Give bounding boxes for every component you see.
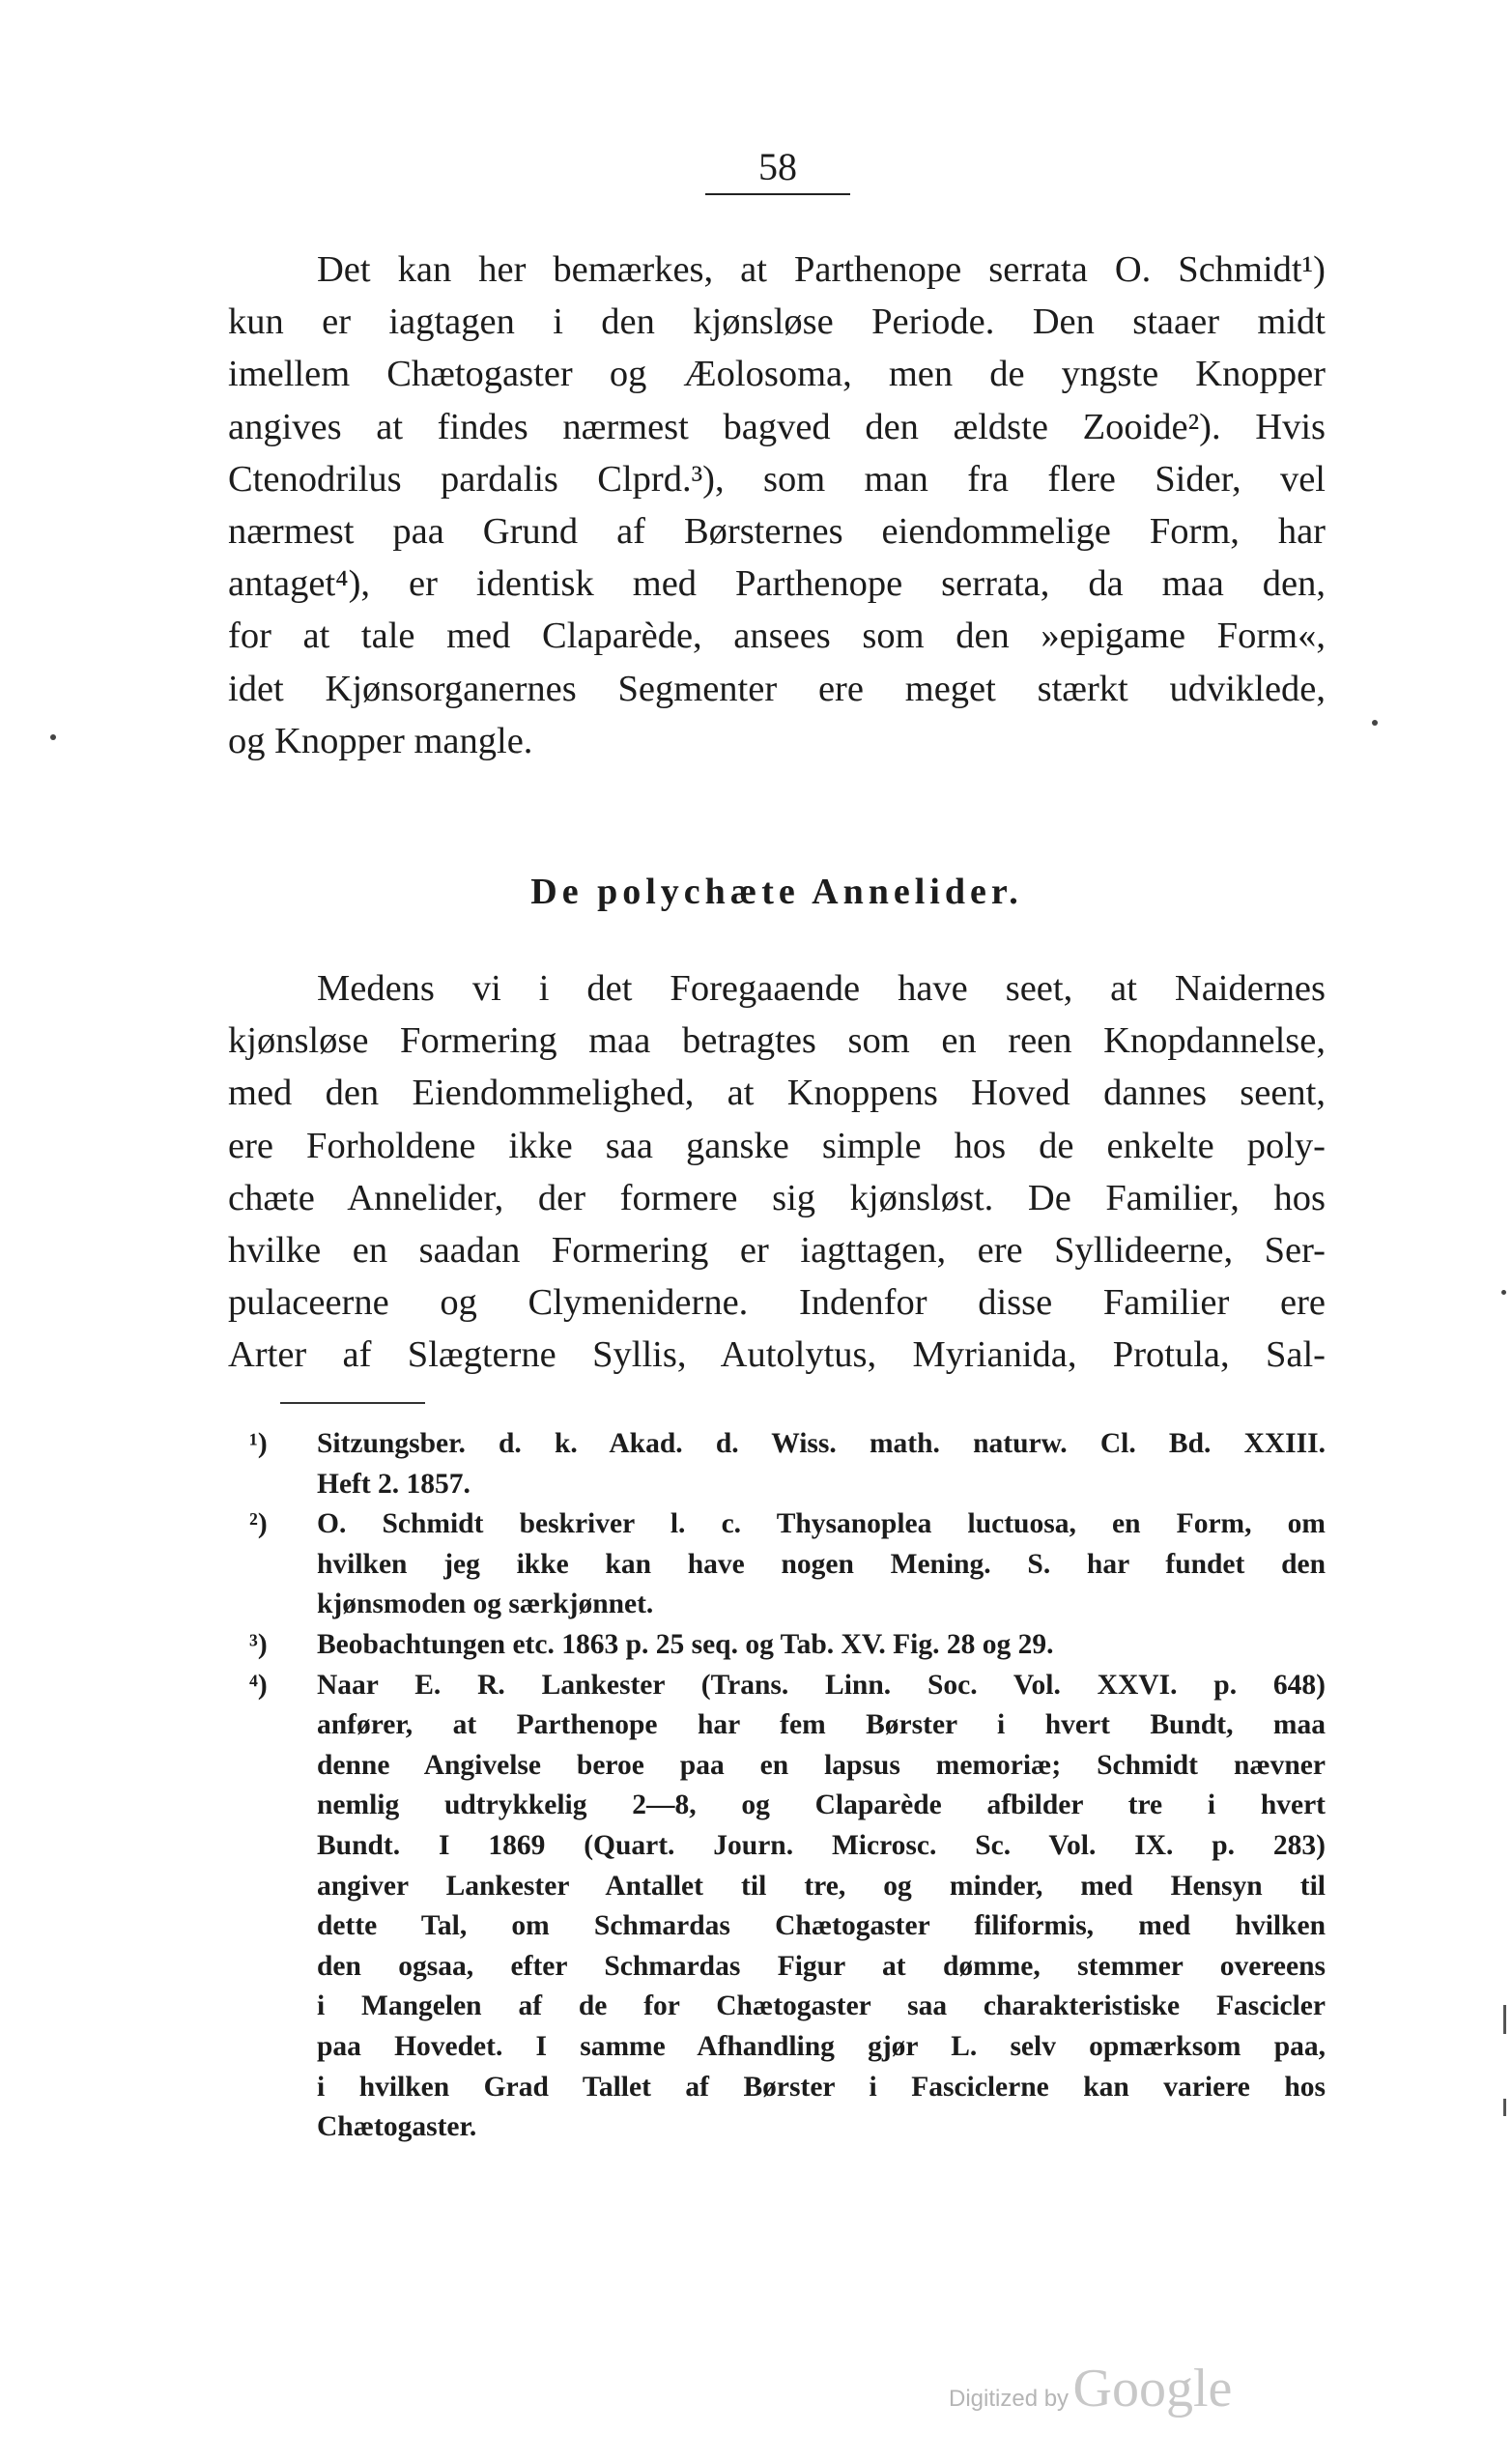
digitized-by-google-watermark: [949, 2358, 1232, 2419]
margin-mark: [1503, 2005, 1506, 2034]
page-number: 58: [705, 145, 850, 195]
section-heading: De polychæte Annelider.: [530, 872, 1023, 912]
margin-mark: [1503, 2099, 1506, 2116]
footnote-line: Beobachtungen etc. 1863 p. 25 seq. og Tab. XV. Fig. 28 og 29.: [317, 1628, 1054, 1660]
text-line: imellem Chætogaster og Æolosoma, men de yngste Knopper: [228, 354, 1326, 395]
text-line: pulaceerne og Clymeniderne. Indenfor disse Familier ere: [228, 1282, 1326, 1324]
text-line: Medens vi i det Foregaaende have seet, at Naidernes: [317, 968, 1326, 1009]
text-line: nærmest paa Grund af Børsternes eiendommelige Form, har: [228, 511, 1326, 553]
footnote-line: i hvilken Grad Tallet af Børster i Fasciclerne kan variere hos: [317, 2071, 1326, 2103]
footnote-marker: ¹): [249, 1428, 268, 1459]
text-line: idet Kjønsorganernes Segmenter ere meget stærkt udviklede,: [228, 668, 1326, 709]
footnote-4: [249, 1666, 1326, 2148]
text-line: angives at findes nærmest bagved den ældste Zooide²). Hvis: [228, 406, 1326, 447]
text-line: for at tale med Claparède, ansees som den »epigame Form«,: [228, 616, 1326, 657]
ink-speck: [50, 734, 56, 740]
footnote-line: dette Tal, om Schmardas Chætogaster filiformis, med hvilken: [317, 1910, 1326, 1942]
text-line: chæte Annelider, der formere sig kjønsløst. De Familier, hos: [228, 1177, 1326, 1218]
footnote-separator: [280, 1402, 425, 1404]
footnote-2: [249, 1504, 1326, 1625]
text-line: antaget⁴), er identisk med Parthenope serrata, da maa den,: [228, 563, 1326, 605]
text-line: med den Eiendommelighed, at Knoppens Hoved dannes seent,: [228, 1073, 1326, 1114]
footnotes: [249, 1424, 1326, 2148]
footnote-line: Bundt. I 1869 (Quart. Journ. Microsc. Sc. Vol. IX. p. 283): [317, 1829, 1326, 1861]
footnote-line: denne Angivelse beroe paa en lapsus memoriæ; Schmidt nævner: [317, 1749, 1326, 1781]
footnote-line: Naar E. R. Lankester (Trans. Linn. Soc. Vol. XXVI. p. 648): [317, 1669, 1326, 1701]
footnote-line: kjønsmoden og særkjønnet.: [317, 1589, 654, 1620]
google-logo: Google: [1072, 2359, 1233, 2419]
footnote-line: Heft 2. 1857.: [317, 1468, 471, 1500]
text-line: Arter af Slægterne Syllis, Autolytus, Myrianida, Protula, Sal-: [228, 1334, 1326, 1376]
footnote-line: den ogsaa, efter Schmardas Figur at dømme, stemmer overeens: [317, 1950, 1326, 1982]
text-line: kjønsløse Formering maa betragtes som en reen Knopdannelse,: [228, 1020, 1326, 1062]
footnote-line: Sitzungsber. d. k. Akad. d. Wiss. math. naturw. Cl. Bd. XXIII.: [317, 1428, 1326, 1459]
text-line: hvilke en saadan Formering er iagttagen, ere Syllideerne, Ser-: [228, 1230, 1326, 1272]
paragraph-2: [228, 962, 1326, 1382]
footnote-marker: ²): [249, 1508, 268, 1540]
footnote-line: Chætogaster.: [317, 2111, 477, 2143]
footnote-marker: ⁴): [249, 1669, 268, 1701]
watermark-prefix: Digitized by: [949, 2386, 1070, 2412]
paragraph-1: [228, 243, 1326, 767]
text-line: Det kan her bemærkes, at Parthenope serrata O. Schmidt¹): [317, 249, 1326, 290]
text-line: ere Forholdene ikke saa ganske simple hos de enkelte poly-: [228, 1125, 1326, 1166]
text-line: kun er iagtagen i den kjønsløse Periode. Den staaer midt: [228, 301, 1326, 343]
ink-speck: [1501, 1290, 1506, 1295]
text-line: Ctenodrilus pardalis Clprd.³), som man fra flere Sider, vel: [228, 458, 1326, 500]
footnote-marker: ³): [249, 1628, 268, 1660]
footnote-line: angiver Lankester Antallet til tre, og minder, med Hensyn til: [317, 1870, 1326, 1902]
footnote-line: nemlig udtrykkelig 2—8, og Claparède afbilder tre i hvert: [317, 1789, 1326, 1821]
ink-speck: [1372, 720, 1378, 726]
footnote-line: O. Schmidt beskriver l. c. Thysanoplea luctuosa, en Form, om: [317, 1508, 1326, 1540]
footnote-line: anfører, at Parthenope har fem Børster i hvert Bundt, maa: [317, 1709, 1326, 1741]
footnote-line: hvilken jeg ikke kan have nogen Mening. S. har fundet den: [317, 1548, 1326, 1580]
footnote-line: paa Hovedet. I samme Afhandling gjør L. selv opmærksom paa,: [317, 2030, 1326, 2062]
footnote-1: [249, 1424, 1326, 1504]
footnote-3: [249, 1625, 1326, 1666]
footnote-line: i Mangelen af de for Chætogaster saa charakteristiske Fascicler: [317, 1990, 1326, 2022]
text-line: og Knopper mangle.: [228, 720, 533, 761]
